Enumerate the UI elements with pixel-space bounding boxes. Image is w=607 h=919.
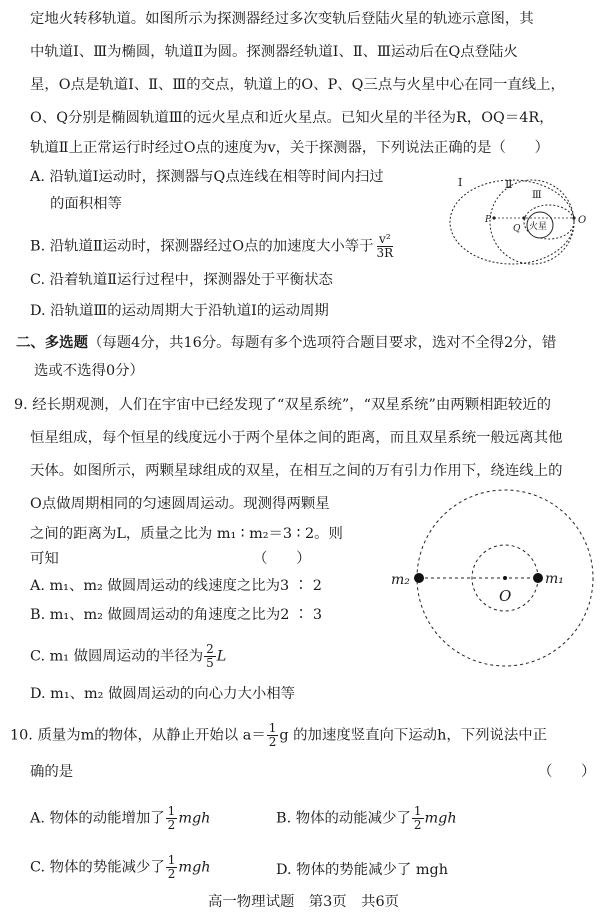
q9-stem-line-6: 可知 （ ） (30, 551, 311, 567)
m2-star (414, 573, 424, 583)
q8-option-b: B. 沿轨道Ⅱ运动时，探测器经过O点的加速度大小等于 $\frac{\text{v²}}{3R}$ (30, 232, 394, 260)
q9-c-frac-den: 5 (206, 656, 214, 670)
q10-stem-line-1: 10. 质量为m的物体，从静止开始以 a＝ $\frac{1}{2}$ g 的加速度竖直向下运动h，下列说法中正 (10, 721, 548, 749)
orbit-3-label: Ⅲ (532, 190, 542, 201)
q8-stem-line-5: 轨道Ⅱ上正常运行时经过O点的速度为v，关于探测器，下列说法正确的是（ ） (30, 140, 549, 156)
orbit-2-label: Ⅱ (505, 178, 513, 191)
q10-option-d: D. 物体的势能减少了 mgh (276, 862, 448, 878)
q9-c-frac-num: 2 (206, 642, 214, 656)
q8-option-d: D. 沿轨道Ⅲ的运动周期大于沿轨道Ⅰ的运动周期 (30, 303, 329, 319)
q9-stem-line-5: 之间的距离为L，质量之比为 m₁ ∶ m₂＝3 ∶ 2。则 (30, 526, 343, 542)
section-2-rule: （每题4分，共16分。每题有多个选项符合题目要求，选对不全得2分，错 (87, 335, 557, 351)
q9-stem-line-4: O点做周期相同的匀速圆周运动。现测得两颗星 (30, 496, 330, 512)
q8-stem-line-4: O、Q分别是椭圆轨道Ⅲ的远火星点和近火星点。已知火星的半径为R，OQ＝4R， (30, 110, 554, 126)
mars-label: 火星 (529, 222, 548, 232)
m1-label: m₁ (545, 571, 564, 587)
section-2-heading-line (16, 333, 556, 353)
q8-option-c: C. 沿着轨道Ⅱ运行过程中，探测器处于平衡状态 (30, 272, 333, 288)
o-label: O (499, 587, 512, 605)
q8-b-frac-den: 3R (376, 246, 394, 260)
binary-star-figure (388, 483, 598, 683)
q10-stem-line-2: 确的是 (30, 764, 74, 780)
q8-stem-line-2: 中轨道Ⅰ、Ⅲ为椭圆，轨道Ⅱ为圆。探测器经轨道Ⅰ、Ⅱ、Ⅲ运动后在Q点登陆火 (30, 44, 518, 60)
point-o-label: O (578, 215, 587, 226)
orbit-1-label: Ⅰ (458, 176, 463, 189)
section-2-rule-line-2: 选或不选得0分） (34, 363, 144, 379)
q10-option-c: C. 物体的势能减少了 $\frac{1}{2}$ mgh (30, 853, 211, 881)
q9-stem-line-1: 9. 经长期观测，人们在宇宙中已经发现了“双星系统”，“双星系统”由两颗相距较近的 (14, 397, 552, 413)
q9-option-d: D. m₁、m₂ 做圆周运动的向心力大小相等 (30, 686, 296, 702)
orbit-1-ellipse (450, 180, 574, 264)
q8-option-a-line-1: A. 沿轨道Ⅰ运动时，探测器与Q点连线在相等时间内扫过 (30, 169, 384, 185)
q9-stem-line-3: 天体。如图所示，两颗星球组成的双星，在相互之间的万有引力作用下，绕连线上的 (30, 463, 563, 479)
q8-option-a-line-2: 的面积相等 (50, 196, 122, 212)
m2-label: m₂ (391, 572, 410, 588)
mars-orbit-figure (440, 168, 590, 278)
q9-stem-line-2: 恒星组成，每个恒星的线度远小于两个星体之间的距离，而且双星系统一般远离其他 (30, 430, 563, 446)
q10-option-a: A. 物体的动能增加了 $\frac{1}{2}$ mgh (30, 804, 211, 832)
q8-stem-line-3: 星，O点是轨道Ⅰ、Ⅱ、Ⅲ的交点，轨道上的O、P、Q三点与火星中心在同一直线上， (30, 77, 565, 93)
page-footer: 高一物理试题 第3页 共6页 (208, 894, 399, 910)
q9-option-b: B. m₁、m₂ 做圆周运动的角速度之比为2 ∶ 3 (30, 607, 323, 623)
q9-option-c: C. m₁ 做圆周运动的半径为 $\frac{2}{5}$ L (30, 642, 227, 670)
q8-stem-line-1: 定地火转移轨道。如图所示为探测器经过多次变轨后登陆火星的轨迹示意图，其 (30, 11, 534, 27)
q10-option-b: B. 物体的动能减少了 $\frac{1}{2}$ mgh (276, 804, 457, 832)
m1-star (533, 573, 543, 583)
q8-b-frac-num: v² (379, 232, 391, 246)
center-o-dot (503, 576, 507, 580)
q9-option-a: A. m₁、m₂ 做圆周运动的线速度之比为3 ∶ 2 (30, 578, 322, 594)
point-p-label: P (485, 215, 492, 225)
q10-answer-bracket: （ ） (538, 764, 596, 780)
point-q-label: Q (513, 224, 521, 234)
section-2-heading: 二、多选题 (16, 334, 88, 351)
